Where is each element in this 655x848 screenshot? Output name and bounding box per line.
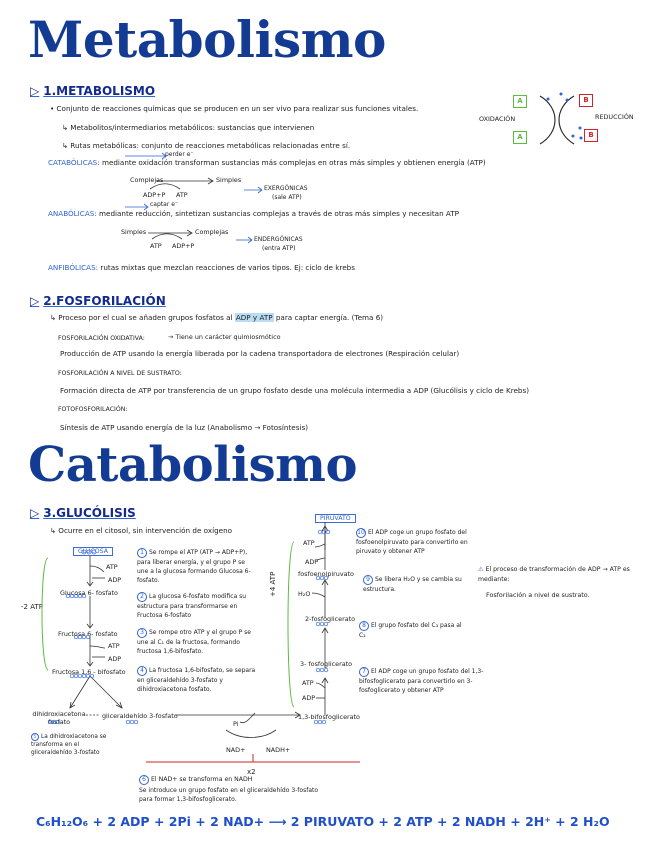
step-6b: Se introduce un grupo fosfato en el gliceraldehído 3-fosfato para formar 1,3-bifosfoglicerato.	[139, 787, 319, 803]
step-3: 3 Se rompe otro ATP y el grupo P se une al C₁ de la fructosa, formando fructosa 1,6-bifosfato.	[137, 629, 251, 655]
foto-label: FOTOFOSFORILACIÓN:	[58, 406, 128, 413]
badge-b-bottom: B	[584, 129, 598, 142]
oxidativa-label: FOSFORILACIÓN OXIDATIVA:	[58, 335, 145, 342]
step-4: 4 La fructosa 1,6-bifosfato, se separa en gliceraldehído 3-fosfato y dihidroxiacetona fosfato.	[137, 667, 256, 693]
rutas-line: ↳ Rutas metabólicas: conjunto de reacciones metabólicas relacionadas entre sí.	[62, 141, 351, 150]
nadh-label: NADH+	[266, 746, 291, 754]
section-heading-metabolismo: ▷ 1.METABOLISMO	[30, 84, 156, 98]
fructosa-16-bifosfato: Fructosa 1,6 - bifosfato	[52, 668, 126, 676]
minus-2-atp-brace	[42, 558, 48, 670]
sustrato-label: FOSFORILACIÓN A NIVEL DE SUSTRATO:	[58, 370, 182, 377]
glucosa-6-fosfato: Glucosa 6- fosfato	[60, 589, 118, 597]
adp1: ADP	[108, 576, 122, 584]
warning-note-2: Fosforilación a nivel de sustrato.	[486, 591, 590, 599]
ana-adp: ADP+P	[172, 242, 195, 250]
piruvato-box: PIRUVATO	[315, 514, 356, 523]
oxidacion-label: OXIDACIÓN	[479, 115, 516, 123]
3-fosfoglicerato: 3- fosfoglicerato	[300, 660, 353, 668]
captar-label: captar e⁻	[150, 201, 179, 208]
endergonicas-label: ENDERGÓNICAS	[254, 236, 303, 243]
endergonicas-sub: (entra ATP)	[262, 245, 296, 252]
oxidativa-text: Producción de ATP usando la energía liberada por la cadena transportadora de electrones (Respiración celular)	[60, 349, 460, 358]
atp-r2: ATP	[302, 679, 314, 687]
plus-4-atp-brace	[288, 542, 294, 707]
glucolisis-intro: ↳ Ocurre en el citosol, sin intervención de oxígeno	[50, 526, 233, 535]
step-6: 6 El NAD+ se transforma en NADH	[139, 775, 252, 785]
warning-note: ⚠ El proceso de transformación de ADP → ATP es mediante:	[478, 566, 630, 583]
step-5-marker: 5	[31, 733, 39, 741]
step-9: 9 Se libera H₂O y se cambia su estructura.	[363, 576, 462, 593]
cat-simples: Simples	[216, 176, 242, 184]
catabolicas-line: CATABÓLICAS: mediante oxidación transforman sustancias más complejas en otras más simples y obtienen energía (ATP)	[48, 158, 486, 167]
ana-curl	[152, 234, 182, 239]
ana-complejas: Complejas	[195, 228, 229, 236]
fructosa-6-fosfato: Fructosa 6- fosfato	[58, 630, 118, 638]
nad-label: NAD+	[226, 746, 246, 754]
ana-atp: ATP	[150, 242, 162, 250]
metabolitos-line: ↳ Metabolitos/intermediarios metabólicos: sustancias que intervienen	[62, 123, 315, 132]
triangle-icon: ▷	[30, 506, 40, 520]
badge-b-top: B	[579, 94, 593, 107]
dihidroxiacetona-fosfato: dihidroxiacetona fosfato	[32, 710, 86, 726]
2-fosfoglicerato: 2-fosfoglicerato	[305, 615, 356, 623]
cat-complejas: Complejas	[130, 176, 164, 184]
step-2: 2 La glucosa 6-fosfato modifica su estructura para transformarse en Fructosa 6-fosfato	[137, 593, 247, 619]
exergonicas-sub: (sale ATP)	[272, 194, 302, 201]
badge-a-bottom: A	[513, 131, 527, 144]
anabolicas-line: ANABÓLICAS: mediante reducción, sintetizan sustancias complejas a través de otras más simples y necesitan ATP	[48, 209, 459, 218]
adp-r1: ADP	[305, 558, 319, 566]
page-title-catabolismo: Catabolismo	[28, 437, 357, 493]
minus-2-atp: -2 ATP	[21, 603, 43, 611]
atp-r1: ATP	[303, 539, 315, 547]
nad-curl	[226, 730, 276, 738]
foto-text: Síntesis de ATP usando energía de la luz (Anabolismo → Fotosíntesis)	[60, 423, 308, 432]
anfibolicas-line: ANFIBÓLICAS: rutas mixtas que mezclan reacciones de varios tipos. Ej: ciclo de krebs	[48, 263, 355, 272]
step-7: 7 El ADP coge un grupo fosfato del 1,3-bifosfoglicerato para convertirlo en 3-fosfoglicerato y obtener ATP	[359, 668, 484, 694]
13-bifosfoglicerato: 1,3-bifosfoglicerato	[298, 713, 360, 721]
exergonicas-label: EXERGÓNICAS	[264, 185, 308, 192]
adp-r2: ADP	[302, 694, 316, 702]
ana-simples: Simples	[121, 228, 147, 236]
oxidativa-note: → Tiene un carácter quimiosmótico	[168, 333, 281, 341]
cat-adp: ADP+P	[143, 191, 166, 199]
x2-label: x2	[247, 768, 256, 776]
reduccion-label: REDUCCIÓN	[595, 113, 634, 121]
page-title-metabolismo: Metabolismo	[28, 10, 386, 69]
plus-4-atp: +4 ATP	[269, 571, 277, 597]
pi-label: Pi	[233, 720, 239, 728]
triangle-icon: ▷	[30, 294, 40, 308]
metabolism-arrows	[0, 0, 655, 300]
atp2: ATP	[108, 642, 120, 650]
atp1: ATP	[106, 563, 118, 571]
fosforilacion-intro: ↳ Proceso por el cual se añaden grupos fosfatos al ADP y ATP para captar energía. (Tema 6)	[50, 313, 384, 322]
perder-label: perder e⁻	[165, 151, 194, 158]
section-heading-fosforilacion: ▷ 2.FOSFORILACIÓN	[30, 294, 166, 308]
sustrato-text: Formación directa de ATP por transferencia de un grupo fosfato desde una molécula intermedia a ADP (Glucólisis y ciclo de Krebs)	[60, 386, 530, 395]
step-10: 10 El ADP coge un grupo fosfato del fosfoenolpiruvato para convertirlo en piruvato y obtener ATP	[356, 529, 468, 555]
glucosa-box: GLUCOSA	[73, 547, 113, 556]
warning-icon: ⚠	[478, 566, 484, 573]
step-1: 1 Se rompe el ATP (ATP → ADP+P), para liberar energía, y el grupo P se une a la glucosa formando Glucosa 6-fosfato.	[137, 549, 251, 584]
section-heading-glucolisis: ▷ 3.GLUCÓLISIS	[30, 506, 136, 520]
adp2: ADP	[108, 655, 122, 663]
glycolysis-arrows	[0, 500, 655, 790]
cat-curl	[150, 184, 180, 189]
note-5: 5 La dihidroxiacetona se transforma en el gliceraldehído 3-fosfato	[31, 734, 107, 756]
glucolisis-equation: C₆H₁₂O₆ + 2 ADP + 2Pi + 2 NAD+ ⟶ 2 PIRUVATO + 2 ATP + 2 NADH + 2H⁺ + 2 H₂O	[36, 814, 610, 829]
gliceraldehido-3-fosfato: gliceraldehído 3-fosfato	[102, 712, 178, 720]
redox-left-arc	[540, 96, 555, 144]
fosfoenolpiruvato: fosfoenolpiruvato	[298, 570, 354, 578]
badge-a-top: A	[513, 95, 527, 108]
h2o-label: H₂O	[298, 590, 311, 598]
triangle-icon: ▷	[30, 84, 40, 98]
step-8: 8 El grupo fosfato del C₃ pasa al C₂	[359, 622, 462, 639]
definition-line: • Conjunto de reacciones químicas que se producen en un ser vivo para realizar sus funciones vitales.	[50, 104, 419, 113]
cat-atp: ATP	[176, 191, 188, 199]
